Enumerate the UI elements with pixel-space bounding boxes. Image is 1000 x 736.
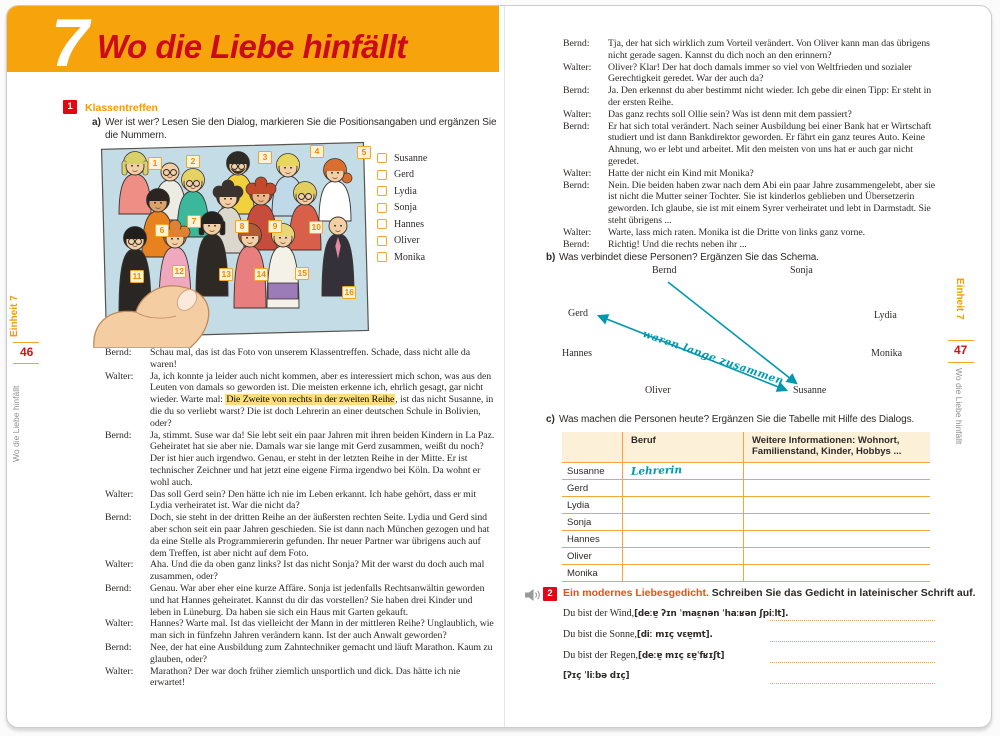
schema-name-susanne: Susanne: [793, 385, 827, 396]
dialog-speaker: Bernd:: [105, 641, 132, 653]
checklist-name: Monika: [394, 251, 426, 263]
schema-annotation: waren lange zusammen: [641, 328, 786, 388]
table-row: [562, 463, 930, 480]
checklist-item: [377, 216, 427, 233]
dialog-text: Oliver? Klar! Der hat doch damals immer so viel von Weltfrieden und sozialer Gerechtigkeit geredet. War der auch da?: [608, 61, 912, 85]
photo-number-badge: 1: [148, 157, 162, 170]
dialog-entry: [105, 618, 495, 642]
dialog-entry: [105, 489, 495, 513]
left-margin-line-top: [13, 342, 39, 343]
photo-number-badge: 3: [258, 151, 272, 164]
checklist-item: [377, 183, 427, 200]
unit-number: 7: [51, 5, 89, 81]
table-cell-beruf[interactable]: [622, 531, 743, 547]
highlighted-position-phrase: Die Zweite von rechts in der zweiten Reihe: [226, 394, 395, 406]
instruction-b-text: Was verbindet diese Personen? Ergänzen Sie das Schema.: [559, 252, 819, 263]
checklist-name: Hannes: [394, 218, 424, 230]
poem-line: [563, 625, 935, 646]
photo-number-badge: 2: [186, 155, 200, 168]
right-page-number: 47: [954, 343, 968, 357]
dialog-text: Tja, der hat sich wirklich zum Vorteil verändert. Von Oliver kann man das übrigens nicht gerade sagen. Kannst du dich noch an den erinnern?: [608, 38, 930, 61]
photo-number-badge: 15: [295, 267, 309, 280]
name-checklist: [377, 150, 427, 266]
answer-line[interactable]: [770, 683, 935, 684]
checklist-item: [377, 249, 427, 266]
dialog-speaker: Walter:: [105, 618, 134, 630]
right-margin-line-bottom: [948, 362, 974, 363]
checklist-name: Lydia: [394, 185, 417, 197]
person-figure: [267, 224, 299, 309]
page-gutter: [504, 6, 505, 727]
table-cell-info[interactable]: [743, 480, 930, 496]
table-cell-name: Lydia: [567, 499, 590, 511]
photo-number-badge: 11: [130, 270, 144, 283]
dialog-speaker: Bernd:: [563, 120, 590, 132]
poem-ipa: [diː mɪç vɛɐ̯mt].: [636, 630, 713, 640]
dialog-speaker: Bernd:: [105, 429, 132, 441]
dialog-text: Das ganz rechts soll Ollie sein? Was ist denn mit dem passiert?: [608, 108, 852, 120]
schema-arrows: [540, 260, 960, 420]
poem-ipa: [deːɐ̯ ʔɪn ˈmaɛ̯nən ˈhaːʁən ʃpiːlt].: [634, 609, 789, 619]
answer-line[interactable]: [770, 620, 935, 621]
instruction-a-text: Wer ist wer? Lesen Sie den Dialog, markieren Sie die Positionsangaben und ergänzen Sie die Nummern.: [105, 117, 497, 141]
instruction-c-label: c): [546, 414, 555, 425]
dialog-text: Hannes? Warte mal. Ist das vielleicht der Mann in der mittleren Reihe? Unglaublich, wie man sich in fünfzehn Jahren verändern kann. Ist der auch Anwalt geworden?: [150, 618, 494, 642]
dialog-speaker: Walter:: [105, 370, 134, 382]
love-poem: [563, 604, 935, 688]
poem-ipa: [ʔɪç ˈliːbə dɪç]: [563, 671, 630, 681]
table-header-beruf: Beruf: [622, 432, 743, 462]
table-header-info: Weitere Informationen: Wohnort, Familienstand, Kinder, Hobbys ...: [743, 432, 930, 462]
schema-name-monika: Monika: [871, 348, 903, 359]
section-2-title: Ein modernes Liebesgedicht.: [563, 587, 709, 599]
photo-number-badge: 9: [268, 220, 282, 233]
unit-title: Wo die Liebe hinfällt: [97, 28, 407, 65]
dialog-entry: [563, 85, 939, 109]
dialog-entry: [105, 512, 495, 559]
instruction-b-label: b): [546, 252, 556, 263]
photo-number-badge: 12: [172, 265, 186, 278]
table-cell-beruf[interactable]: [622, 480, 743, 496]
poem-text: Du bist die Sonne,: [563, 629, 637, 640]
persons-table: [562, 432, 930, 582]
schema-name-bernd: Bernd: [652, 265, 677, 276]
class-photo-drawing: [84, 136, 376, 348]
table-cell-beruf[interactable]: [622, 514, 743, 530]
checklist-name: Susanne: [394, 152, 428, 164]
person-figure: [119, 152, 151, 215]
dialog-text: Er hat sich total verändert. Nach seiner Ausbildung bei einer Bank hat er Wirtschaft studiert und ist dann Bankdirektor geworden. Er fährt ein ganz teures Auto. Keine Ahnung, wo er lebt und arbeitet. Mit den meisten von uns hat er auch gar nicht geredet.: [608, 120, 932, 167]
section-1-title: Klassentreffen: [85, 102, 158, 114]
dialog-speaker: Bernd:: [105, 347, 132, 358]
photo-number-badge: 7: [187, 215, 201, 228]
table-row: [562, 531, 930, 548]
checkbox[interactable]: [377, 252, 387, 262]
right-margin-unit-label: Einheit 7: [954, 278, 965, 320]
table-cell-name: Hannes: [567, 533, 600, 545]
left-margin-footer: Wo die Liebe hinfällt: [11, 385, 21, 462]
table-cell-name: Monika: [567, 567, 598, 579]
dialog-text: Ja, ich konnte ja leider auch nicht kommen, aber es interessiert mich schon, was aus den Leuten von damals so geworden ist. Die meisten erkenne ich, ehrlich gesagt, gar nicht wieder. Warte mal: Die Zweite von rechts in der zweiten Reihe, ist das nicht Susanne, in die du so verliebt warst? Die ist doch Lehrerin an einer deutschen Schule in Bolivien, oder?: [150, 370, 494, 429]
poem-line: [563, 604, 935, 625]
dialog-entry: [563, 62, 939, 86]
dialog-text: Ja. Den erkennst du aber bestimmt nicht wieder. Ich gebe dir einen Tipp: Er steht in der ersten Reihe.: [608, 85, 932, 108]
poem-line: [563, 646, 935, 667]
answer-line[interactable]: [770, 662, 935, 663]
dialog-speaker: Walter:: [105, 559, 134, 571]
checkbox[interactable]: [377, 219, 387, 229]
book-spread: [6, 5, 992, 728]
dialog-text: Hatte der nicht ein Kind mit Monika?: [608, 167, 754, 179]
section-2-heading: [563, 587, 976, 599]
dialog-entry: [563, 227, 939, 239]
right-margin-line-top: [948, 340, 974, 341]
checklist-item: [377, 200, 427, 217]
table-row: [562, 548, 930, 565]
checkbox[interactable]: [377, 153, 387, 163]
person-figure: [142, 189, 174, 258]
dialog-text: Aha. Und die da oben ganz links? Ist das nicht Sonja? Mit der warst du doch auch mal zusammen, oder?: [150, 559, 485, 583]
dialog-entry: [105, 347, 495, 371]
photo-number-badge: 5: [357, 146, 371, 159]
table-cell-name: Oliver: [567, 550, 592, 562]
dialog-text: Genau. War aber eher eine kurze Affäre. Sonja ist jedenfalls Rechtsanwältin geworden und hat Hannes geheiratet. Kannst du dir das vorstellen? Sie haben drei Kinder und leben in Lüneburg. Da haben sie sich ein Haus mit Garten gekauft.: [150, 582, 485, 618]
checkbox[interactable]: [377, 203, 387, 213]
right-margin-footer: Wo die Liebe hinfällt: [954, 368, 964, 445]
table-cell-name: Sonja: [567, 516, 592, 528]
schema-name-gerd: Gerd: [568, 308, 588, 319]
checklist-name: Sonja: [394, 202, 417, 214]
dialog-text: Nee, der hat eine Ausbildung zum Zahntechniker gemacht und läuft Marathon. Kaum zu glauben, oder?: [150, 641, 493, 665]
instruction-c-text: Was machen die Personen heute? Ergänzen Sie die Tabelle mit Hilfe des Dialogs.: [559, 414, 915, 425]
checklist-item: [377, 167, 427, 184]
section-1-number: 1: [63, 100, 77, 114]
photo-number-badge: 14: [254, 268, 268, 281]
table-cell-beruf[interactable]: [622, 463, 743, 479]
table-cell-info[interactable]: [743, 531, 930, 547]
left-margin-unit-label: Einheit 7: [9, 295, 20, 337]
dialog-entry: [105, 371, 495, 430]
dialog-text: Das soll Gerd sein? Den hätte ich nie im Leben erkannt. Ich habe gehört, dass er mit Lydia verheiratet ist. War die nicht da?: [150, 488, 477, 512]
dialog-entry: [105, 583, 495, 618]
checklist-name: Oliver: [394, 235, 420, 247]
photo-number-badge: 4: [310, 145, 324, 158]
poem-line: [563, 667, 935, 688]
dialog-entry: [563, 180, 939, 227]
photo-number-badge: 6: [155, 224, 169, 237]
schema-name-sonja: Sonja: [790, 265, 813, 276]
dialog-speaker: Walter:: [105, 488, 134, 500]
section-2-number: 2: [543, 587, 557, 601]
section-2-instruction: Schreiben Sie das Gedicht in lateinischer Schrift auf.: [711, 587, 976, 599]
dialog-entry: [563, 109, 939, 121]
answer-line[interactable]: [770, 641, 935, 642]
table-header-empty: [562, 432, 622, 462]
table-row: [562, 497, 930, 514]
instruction-a-label: a): [92, 117, 101, 128]
schema-name-lydia: Lydia: [874, 310, 897, 321]
checklist-item: [377, 150, 427, 167]
table-cell-info[interactable]: [743, 463, 930, 479]
photo-number-badge: 10: [309, 221, 323, 234]
dialog-right-page: [563, 38, 939, 250]
photo-number-badge: 8: [235, 220, 249, 233]
table-cell-beruf[interactable]: [622, 497, 743, 513]
checkbox[interactable]: [377, 186, 387, 196]
dialog-speaker: Bernd:: [563, 179, 590, 191]
dialog-speaker: Bernd:: [563, 238, 590, 250]
table-row: [562, 480, 930, 497]
dialog-left-page: [105, 347, 495, 689]
instruction-c: [546, 414, 959, 427]
dialog-entry: [105, 666, 495, 690]
table-cell-name: Susanne: [567, 465, 605, 477]
poem-text: Du bist der Wind,: [563, 608, 635, 619]
dialog-entry: [105, 642, 495, 666]
dialog-speaker: Walter:: [105, 665, 134, 677]
left-page-number: 46: [20, 345, 34, 359]
checkbox[interactable]: [377, 170, 387, 180]
checklist-name: Gerd: [394, 169, 414, 181]
photo-number-badge: 13: [219, 268, 233, 281]
dialog-speaker: Bernd:: [105, 582, 132, 594]
table-cell-info[interactable]: [743, 497, 930, 513]
speaker-icon: [524, 588, 541, 602]
poem-text: Du bist der Regen,: [563, 650, 638, 661]
dialog-speaker: Bernd:: [563, 38, 590, 49]
checkbox[interactable]: [377, 236, 387, 246]
table-cell-info[interactable]: [743, 514, 930, 530]
table-body: [562, 463, 930, 582]
dialog-speaker: Walter:: [563, 226, 592, 238]
dialog-text: Ja, stimmt. Suse war da! Sie lebt seit ein paar Jahren mit ihren beiden Kindern in La Paz. Geheiratet hat sie aber nie. Damals war sie lange mit Gerd zusammen, weißt du noch? Der ist hier auch irgendwo. Genau, er steht in der letzten Reihe in der Mitte. Er ist technischer Zeichner und hat jetzt eine eigene Firma irgendwo bei Köln. Da wohnt er wohl auch.: [150, 429, 495, 488]
dialog-speaker: Walter:: [563, 167, 592, 179]
table-cell-info[interactable]: [743, 565, 930, 581]
dialog-entry: [105, 559, 495, 583]
dialog-speaker: Bernd:: [563, 85, 590, 97]
dialog-speaker: Walter:: [563, 61, 592, 73]
table-header-row: [562, 432, 930, 463]
schema-name-oliver: Oliver: [645, 385, 671, 396]
table-cell-beruf[interactable]: [622, 565, 743, 581]
person-figure: [234, 224, 266, 309]
poem-ipa: [deːɐ̯ mɪç ɛɐ̯ˈfʁɪʃt]: [638, 651, 725, 661]
dialog-text: Marathon? Der war doch früher ziemlich unsportlich und dick. Das hätte ich nie erwartet!: [150, 665, 461, 689]
dialog-text: Schau mal, das ist das Foto von unserem Klassentreffen. Schade, dass nicht alle da waren!: [150, 347, 471, 370]
dialog-text: Doch, sie steht in der dritten Reihe an der äußersten rechten Seite. Lydia und Gerd sind aber schon seit ein paar Jahren geschieden. Sie ist dann nach München gezogen und hat da eine Stelle als Programmiererin gefunden. Ihr neuer Partner war übrigens auch auf dem Treffen, ist aber nicht auf dem Foto.: [150, 512, 490, 559]
table-cell-info[interactable]: [743, 548, 930, 564]
table-cell-name: Gerd: [567, 482, 589, 494]
table-row: [562, 565, 930, 582]
dialog-text: Richtig! Und die rechts neben ihr ...: [608, 238, 747, 250]
checklist-item: [377, 233, 427, 250]
table-row: [562, 514, 930, 531]
dialog-entry: [563, 38, 939, 62]
photo-number-badge: 16: [342, 286, 356, 299]
dialog-entry: [563, 121, 939, 168]
handwritten-answer: Lehrerin: [630, 464, 683, 478]
schema-name-hannes: Hannes: [562, 348, 592, 359]
dialog-speaker: Bernd:: [105, 512, 132, 524]
dialog-entry: [105, 430, 495, 489]
dialog-entry: [563, 168, 939, 180]
left-margin-line-bottom: [13, 363, 39, 364]
table-cell-beruf[interactable]: [622, 548, 743, 564]
dialog-text: Warte, lass mich raten. Monika ist die Dritte von links ganz vorne.: [608, 226, 866, 238]
dialog-entry: [563, 239, 939, 251]
dialog-speaker: Walter:: [563, 108, 592, 120]
dialog-text: Nein. Die beiden haben zwar nach dem Abi ein paar Jahre zusammengelebt, aber sie ist nicht die Mutter seiner Tochter. Sie ist kinderlos geblieben und Übersetzerin geworden. Ich glaube, sie ist mit einem Syrer verheiratet und lebt in Darmstadt. Sie steht übrigens ...: [608, 179, 936, 226]
class-photo-illustration: [84, 136, 376, 348]
